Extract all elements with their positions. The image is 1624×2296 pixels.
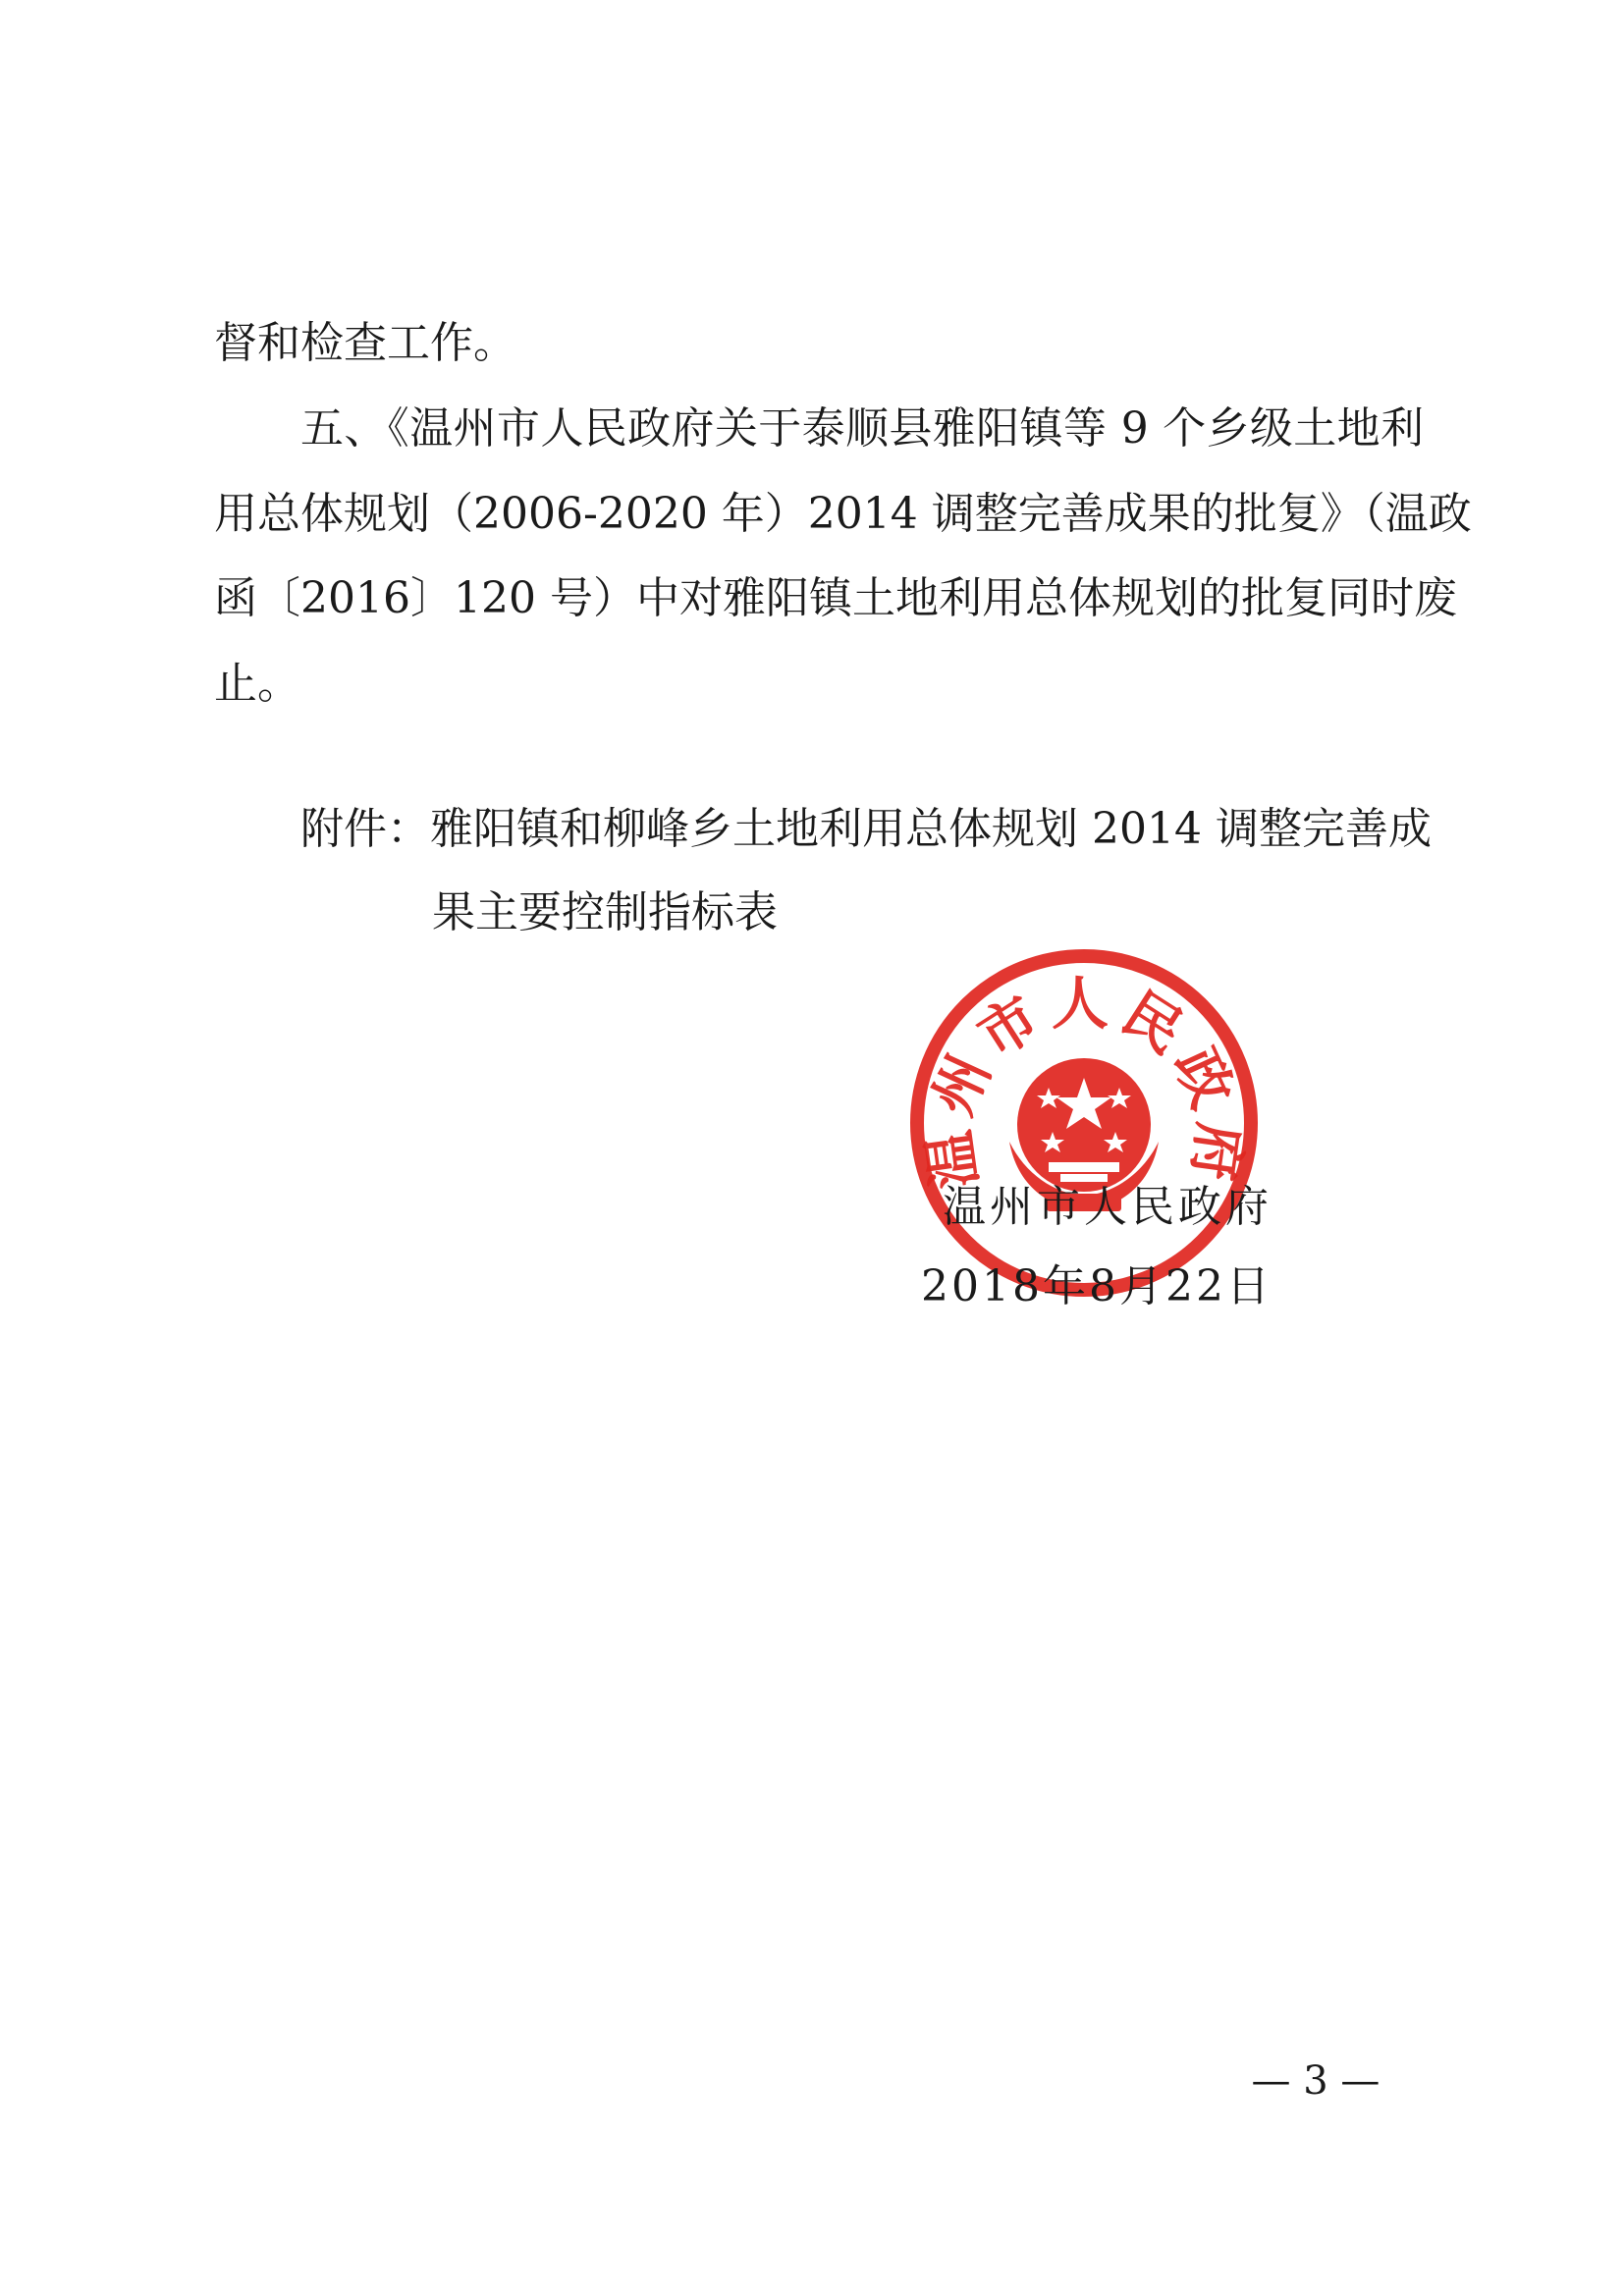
paragraph-4-ending: 督和检查工作。	[214, 318, 516, 368]
paragraph-5-line-2: 用总体规划（2006-2020 年）2014 调整完善成果的批复》（温政	[214, 489, 1472, 539]
paragraph-5-line-3: 函〔2016〕120 号）中对雅阳镇土地利用总体规划的批复同时废	[214, 573, 1457, 623]
issue-date: 2018年8月22日	[921, 1261, 1272, 1311]
paragraph-5-line-4: 止。	[214, 659, 300, 709]
paragraph-5-line-1: 五、《温州市人民政府关于泰顺县雅阳镇等 9 个乡级土地利	[300, 403, 1424, 454]
page-number: — 3 —	[1251, 2058, 1380, 2104]
attachment-line-1: 附件：雅阳镇和柳峰乡土地利用总体规划 2014 调整完善成	[300, 804, 1432, 854]
attachment-line-2: 果主要控制指标表	[432, 887, 778, 937]
issuer-name: 温州市人民政府	[943, 1182, 1272, 1232]
svg-text:温州市人民政府: 温州市人民政府	[914, 970, 1254, 1193]
official-seal-stamp	[901, 940, 1267, 1306]
